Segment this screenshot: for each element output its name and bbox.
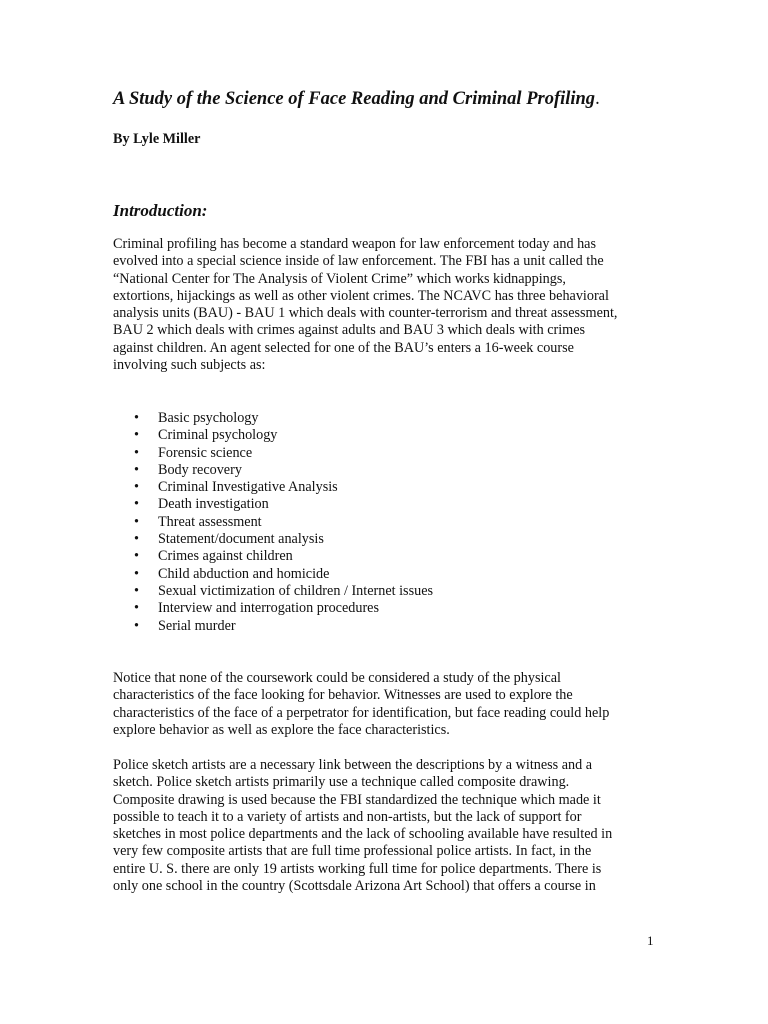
page-number: 1: [647, 933, 654, 948]
bullet-icon: •: [134, 531, 139, 548]
list-item-label: Child abduction and homicide: [158, 565, 330, 582]
paragraph-line: against children. An agent selected for one of the BAU’s enters a 16-week course: [113, 339, 574, 356]
bullet-icon: •: [134, 548, 139, 565]
list-item-label: Threat assessment: [158, 513, 262, 530]
bullet-icon: •: [134, 582, 139, 599]
bullet-icon: •: [134, 444, 139, 461]
list-item-label: Basic psychology: [158, 410, 259, 426]
paragraph-line: extortions, hijackings as well as other violent crimes. The NCAVC has three behavioral: [113, 287, 609, 304]
bullet-icon: •: [134, 565, 139, 582]
list-item: [113, 496, 433, 513]
document-title-text: A Study of the Science of Face Reading and Criminal Profiling: [113, 89, 596, 109]
intro-paragraph: [113, 236, 617, 374]
list-item-label: Body recovery: [158, 461, 242, 478]
list-item: [113, 583, 433, 600]
notice-paragraph: [113, 670, 609, 739]
paragraph-line: Composite drawing is used because the FBI standardized the technique which made it: [113, 791, 601, 808]
paragraph-line: sketch. Police sketch artists primarily use a technique called composite drawing.: [113, 774, 570, 791]
list-item: [113, 548, 433, 565]
author-byline: By Lyle Miller: [113, 131, 201, 147]
sketch-artists-paragraph: [113, 757, 612, 895]
list-item: [113, 410, 433, 427]
bullet-icon: •: [134, 617, 139, 634]
paragraph-line: characteristics of the face of a perpetrator for identification, but face reading could help: [113, 704, 610, 721]
list-item-label: Criminal Investigative Analysis: [158, 479, 338, 496]
list-item-label: Criminal psychology: [158, 427, 278, 444]
list-item-label: Forensic science: [158, 444, 253, 461]
paragraph-line: evolved into a special science inside of law enforcement. The FBI has a unit called the: [113, 253, 604, 270]
list-item: [113, 566, 433, 583]
list-item: [113, 479, 433, 496]
list-item: [113, 462, 433, 479]
list-item: [113, 600, 433, 617]
paragraph-line: sketches in most police departments and the lack of schooling available have resulted in: [113, 826, 613, 843]
paragraph-line: analysis units (BAU) - BAU 1 which deals with counter-terrorism and threat assessment,: [113, 305, 618, 322]
paragraph-line: “National Center for The Analysis of Violent Crime” which works kidnappings,: [113, 270, 566, 287]
bullet-icon: •: [134, 496, 139, 513]
bullet-icon: •: [134, 427, 139, 444]
paragraph-line: explore behavior as well as explore the face characteristics.: [113, 721, 450, 738]
section-heading-introduction: Introduction:: [113, 201, 208, 220]
paragraph-line: Police sketch artists are a necessary link between the descriptions by a witness and a: [113, 757, 593, 773]
paragraph-line: Notice that none of the coursework could be considered a study of the physical: [113, 670, 561, 686]
paragraph-line: possible to teach it to a variety of artists and non-artists, but the lack of support for: [113, 808, 582, 825]
list-item: [113, 445, 433, 462]
list-item-label: Sexual victimization of children / Internet issues: [158, 582, 434, 599]
list-item: [113, 531, 433, 548]
paragraph-line: very few composite artists that are full time professional police artists. In fact, in the: [113, 843, 592, 860]
bullet-icon: •: [134, 479, 139, 496]
bullet-icon: •: [134, 513, 139, 530]
document-title-period: .: [595, 89, 600, 109]
bullet-icon: •: [134, 461, 139, 478]
bullet-icon: •: [134, 410, 139, 426]
paragraph-line: involving such subjects as:: [113, 357, 266, 374]
paragraph-line: only one school in the country (Scottsdale Arizona Art School) that offers a course in: [113, 878, 596, 895]
list-item-label: Serial murder: [158, 617, 236, 634]
course-subjects-list: [113, 410, 433, 635]
list-item-label: Interview and interrogation procedures: [158, 600, 380, 617]
paragraph-line: Criminal profiling has become a standard weapon for law enforcement today and has: [113, 236, 596, 252]
list-item-label: Crimes against children: [158, 548, 293, 565]
paragraph-line: characteristics of the face looking for behavior. Witnesses are used to explore the: [113, 687, 573, 704]
bullet-icon: •: [134, 600, 139, 617]
list-item: [113, 427, 433, 444]
list-item-label: Statement/document analysis: [158, 531, 324, 548]
paragraph-line: BAU 2 which deals with crimes against adults and BAU 3 which deals with crimes: [113, 322, 586, 339]
list-item-label: Death investigation: [158, 496, 269, 513]
document-title: [113, 89, 600, 110]
list-item: [113, 618, 433, 635]
list-item: [113, 514, 433, 531]
paragraph-line: entire U. S. there are only 19 artists working full time for police departments. There is: [113, 860, 602, 877]
